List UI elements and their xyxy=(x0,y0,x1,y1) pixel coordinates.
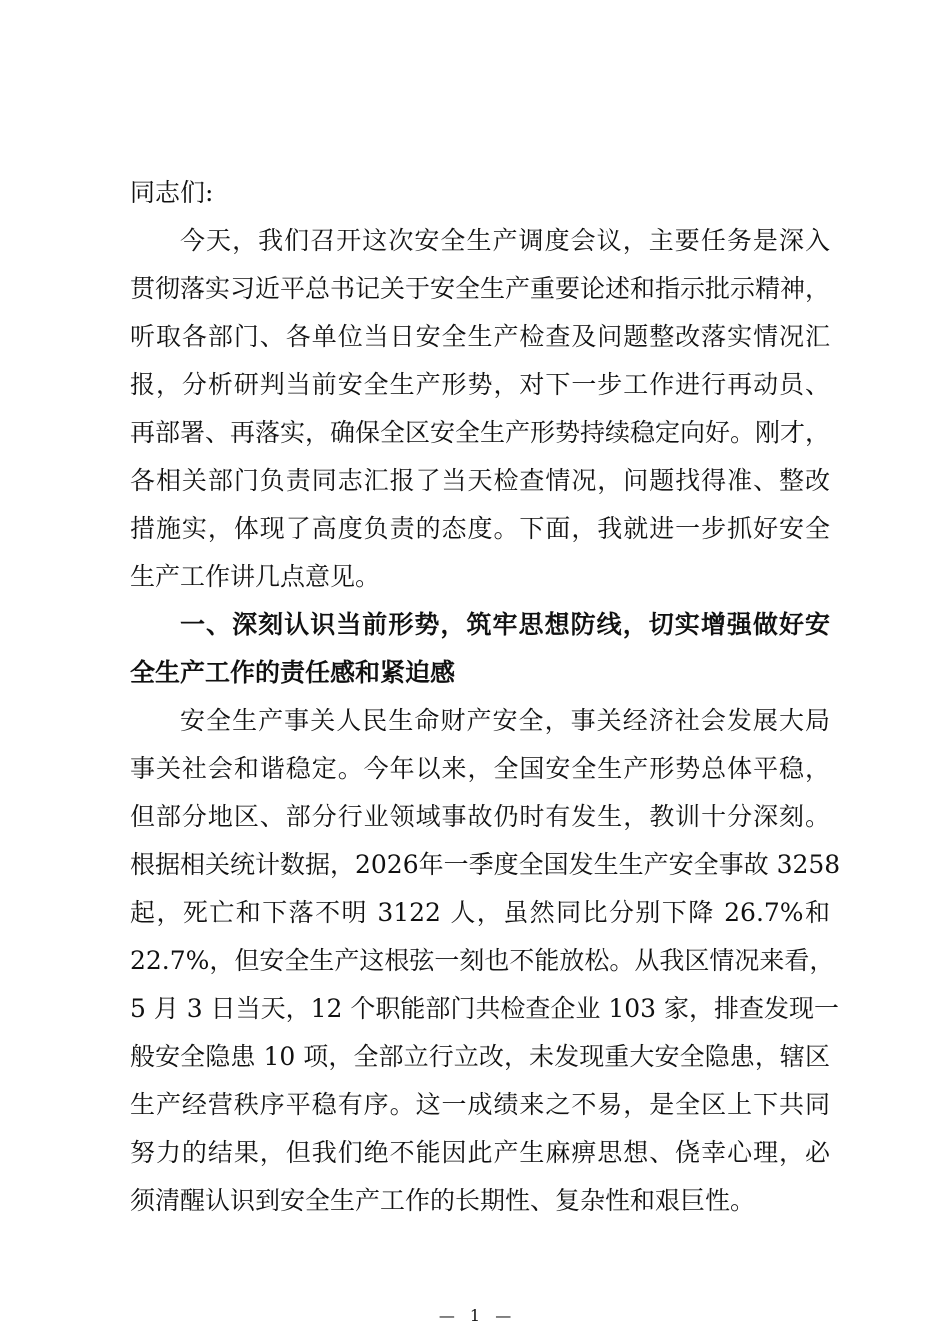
paragraph-line: 措施实，体现了高度负责的态度。下面，我就进一步抓好安全 xyxy=(130,514,830,543)
page-number: 1 xyxy=(469,1306,481,1325)
footer-dash-right: — xyxy=(495,1306,512,1325)
paragraph-line: 生产工作讲几点意见。 xyxy=(130,562,381,591)
paragraph-line: 今天，我们召开这次安全生产调度会议，主要任务是深入 xyxy=(180,226,830,255)
page-footer xyxy=(0,1306,950,1326)
paragraph-line: 22.7%，但安全生产这根弦一刻也不能放松。从我区情况来看， xyxy=(130,946,835,975)
paragraph-line: 5 月 3 日当天，12 个职能部门共检查企业 103 家，排查发现一 xyxy=(130,994,840,1023)
paragraph-line: 起，死亡和下落不明 3122 人，虽然同比分别下降 26.7%和 xyxy=(130,898,830,927)
paragraph-line: 贯彻落实习近平总书记关于安全生产重要论述和指示批示精神， xyxy=(130,274,831,303)
footer-dash-left: — xyxy=(438,1306,455,1325)
paragraph-line: 再部署、再落实，确保全区安全生产形势持续稳定向好。刚才， xyxy=(130,418,831,447)
paragraph-line: 般安全隐患 10 项，全部立行立改，未发现重大安全隐患，辖区 xyxy=(130,1042,830,1071)
paragraph-line: 努力的结果，但我们绝不能因此产生麻痹思想、侥幸心理，必 xyxy=(130,1138,830,1167)
paragraph-line: 听取各部门、各单位当日安全生产检查及问题整改落实情况汇 xyxy=(130,322,830,351)
paragraph-line: 但部分地区、部分行业领域事故仍时有发生，教训十分深刻。 xyxy=(130,802,830,831)
section-heading: 全生产工作的责任感和紧迫感 xyxy=(130,658,456,687)
salutation: 同志们: xyxy=(130,178,214,207)
paragraph-line: 各相关部门负责同志汇报了当天检查情况，问题找得准、整改 xyxy=(130,466,830,495)
paragraph-line: 安全生产事关人民生命财产安全，事关经济社会发展大局 xyxy=(180,706,830,735)
paragraph-line: 事关社会和谐稳定。今年以来，全国安全生产形势总体平稳， xyxy=(130,754,830,783)
section-heading: 一、深刻认识当前形势，筑牢思想防线，切实增强做好安 xyxy=(180,610,830,639)
paragraph-line: 生产经营秩序平稳有序。这一成绩来之不易，是全区上下共同 xyxy=(130,1090,830,1119)
paragraph-line: 须清醒认识到安全生产工作的长期性、复杂性和艰巨性。 xyxy=(130,1186,756,1215)
paragraph-line: 根据相关统计数据，2026年一季度全国发生生产安全事故 3258 xyxy=(130,850,841,879)
paragraph-line: 报，分析研判当前安全生产形势，对下一步工作进行再动员、 xyxy=(130,370,830,399)
